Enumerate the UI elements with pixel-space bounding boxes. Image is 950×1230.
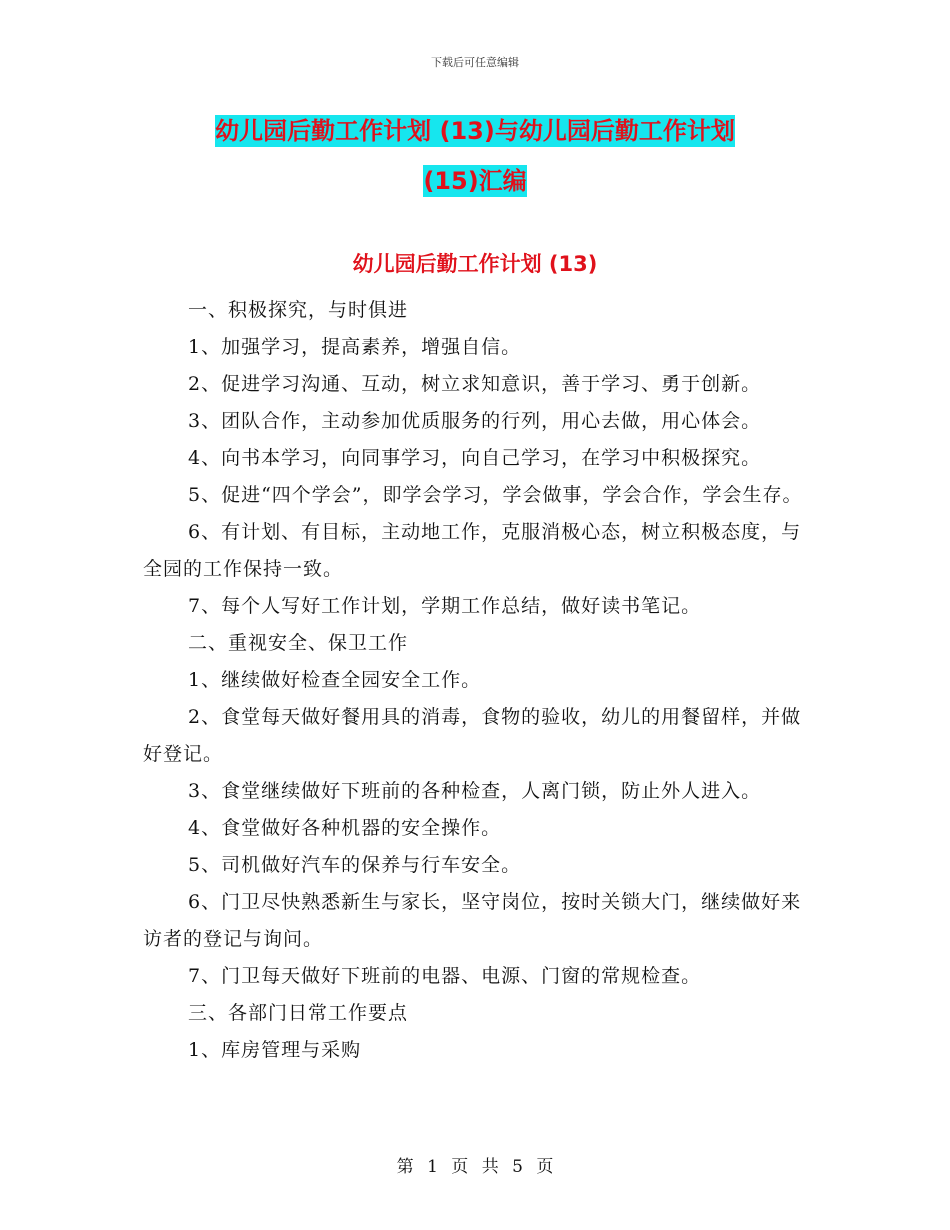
document-title-line-1: 幼儿园后勤工作计划 (13)与幼儿园后勤工作计划 [215,117,735,145]
paragraph: 2、食堂每天做好餐用具的消毒，食物的验收，幼儿的用餐留样，并做好登记。 [143,706,802,765]
paragraph: 5、司机做好汽车的保养与行车安全。 [188,854,522,876]
paragraph: 三、各部门日常工作要点 [188,1002,409,1024]
paragraph: 4、食堂做好各种机器的安全操作。 [188,817,502,839]
paragraph: 7、门卫每天做好下班前的电器、电源、门窗的常规检查。 [188,965,702,987]
paragraph: 4、向书本学习，向同事学习，向自己学习，在学习中积极探究。 [188,447,762,469]
paragraph: 一、积极探究，与时俱进 [188,299,409,321]
paragraph: 3、食堂继续做好下班前的各种检查，人离门锁，防止外人进入。 [188,780,762,802]
paragraph: 6、有计划、有目标，主动地工作，克服消极心态，树立积极态度，与全园的工作保持一致。 [143,521,802,580]
paragraph: 1、库房管理与采购 [188,1039,362,1061]
paragraph: 7、每个人写好工作计划，学期工作总结，做好读书笔记。 [188,595,702,617]
paragraph: 5、促进“四个学会”，即学会学习，学会做事，学会合作，学会生存。 [188,484,803,506]
paragraph: 2、促进学习沟通、互动，树立求知意识，善于学习、勇于创新。 [188,373,762,395]
paragraph: 二、重视安全、保卫工作 [188,632,409,654]
document-title-line-2: (15)汇编 [423,167,527,195]
paragraph: 1、继续做好检查全园安全工作。 [188,669,482,691]
section-title: 幼儿园后勤工作计划 (13) [352,252,598,276]
header-note: 下载后可任意编辑 [431,56,519,69]
paragraph: 6、门卫尽快熟悉新生与家长，坚守岗位，按时关锁大门，继续做好来访者的登记与询问。 [143,891,802,950]
page-footer: 第 1 页 共 5 页 [396,1157,554,1177]
paragraph: 1、加强学习，提高素养，增强自信。 [188,336,522,358]
paragraph: 3、团队合作，主动参加优质服务的行列，用心去做，用心体会。 [188,410,762,432]
document-body [143,292,811,1069]
document-title [0,106,950,206]
